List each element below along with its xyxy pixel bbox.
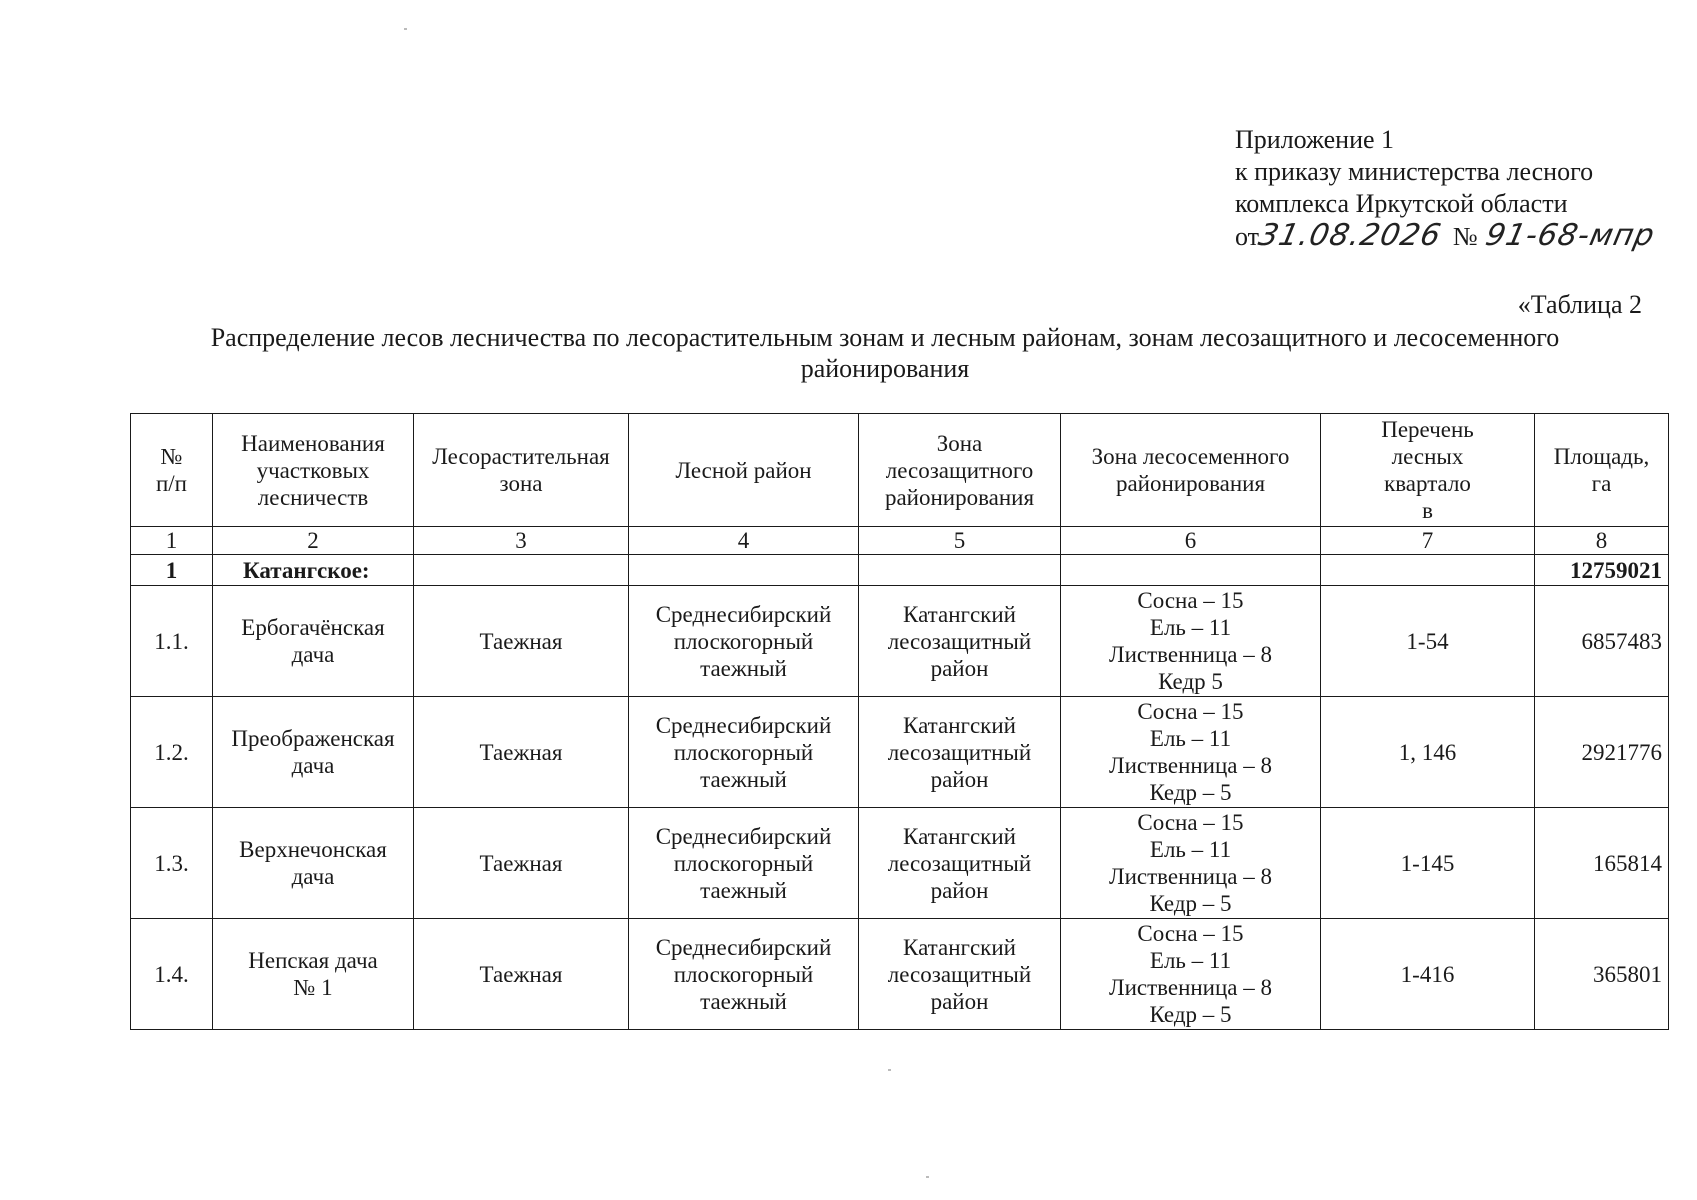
- column-number: 1: [131, 527, 213, 555]
- column-header: [213, 414, 414, 527]
- cell-line: Среднесибирский: [655, 601, 832, 627]
- cell-line: Лиственница – 8: [1108, 975, 1273, 1000]
- empty-cell: [414, 555, 629, 586]
- cell-line: га: [1591, 471, 1612, 496]
- quarters-list: 1-416: [1321, 919, 1535, 1030]
- table-row: [131, 808, 1669, 919]
- cell-line: Площадь,: [1553, 444, 1650, 469]
- cell-line: таежный: [700, 988, 787, 1014]
- column-header: [1321, 414, 1535, 527]
- cell-line: Лиственница – 8: [1108, 753, 1273, 778]
- order-number-handwritten: 91-68-мпр: [1482, 218, 1658, 253]
- row-number: 1.3.: [131, 808, 213, 919]
- cell-line: Сосна – 15: [1137, 699, 1244, 724]
- cell-line: Кедр – 5: [1149, 780, 1232, 805]
- cell-line: Ель – 11: [1149, 948, 1232, 973]
- cell-line: районирования: [1115, 471, 1266, 496]
- column-header: [1535, 414, 1669, 527]
- cell-line: Ель – 11: [1149, 837, 1232, 862]
- group-area: 12759021: [1535, 555, 1669, 586]
- cell-line: № 1: [293, 975, 333, 1000]
- quarters-list: 1, 146: [1321, 697, 1535, 808]
- cell-line: Катангский: [903, 823, 1016, 849]
- cell-line: Катангский: [903, 934, 1016, 960]
- cell-line: Непская дача: [248, 948, 378, 973]
- column-number: 2: [213, 527, 414, 555]
- column-header: [414, 414, 629, 527]
- order-date-prefix: от: [1235, 222, 1260, 251]
- cell-line: таежный: [700, 766, 787, 792]
- cell-line: лесозащитный: [887, 628, 1032, 654]
- cell-line: район: [930, 766, 989, 792]
- forest-district: [629, 919, 859, 1030]
- order-number-label: №: [1452, 222, 1478, 251]
- forestry-name: [213, 919, 414, 1030]
- cell-line: участковых: [256, 457, 370, 483]
- group-number: 1: [131, 555, 213, 586]
- area-ha: 165814: [1535, 808, 1669, 919]
- cell-line: Сосна – 15: [1137, 588, 1244, 613]
- cell-line: плоскогорный: [673, 961, 814, 987]
- area-ha: 365801: [1535, 919, 1669, 1030]
- order-date-handwritten: 31.08.2026: [1255, 218, 1445, 253]
- attachment-block: [1235, 124, 1658, 253]
- forest-distribution-table: [130, 413, 1669, 1030]
- vegetation-zone: Таежная: [414, 919, 629, 1030]
- order-reference: [1235, 218, 1658, 253]
- column-header: [1061, 414, 1321, 527]
- protection-zone: [859, 919, 1061, 1030]
- document-title-line: Распределение лесов лесничества по лесорастительным зонам и лесным районам, зонам лесозащитного и лесосеменного: [210, 323, 1560, 352]
- empty-cell: [1061, 555, 1321, 586]
- cell-line: Лесной район: [675, 457, 812, 483]
- protection-zone: [859, 697, 1061, 808]
- table-row: [131, 697, 1669, 808]
- cell-line: лесничеств: [257, 484, 369, 510]
- protection-zone: [859, 808, 1061, 919]
- quarters-list: 1-54: [1321, 586, 1535, 697]
- table-row: [131, 586, 1669, 697]
- seed-zone: [1061, 919, 1321, 1030]
- forest-district: [629, 586, 859, 697]
- protection-zone: [859, 586, 1061, 697]
- empty-cell: [1321, 555, 1535, 586]
- seed-zone: [1061, 808, 1321, 919]
- cell-line: Лесорастительная: [432, 444, 610, 469]
- cell-line: плоскогорный: [673, 739, 814, 765]
- seed-zone: [1061, 586, 1321, 697]
- column-number: 7: [1321, 527, 1535, 555]
- cell-line: в: [1422, 498, 1433, 523]
- cell-line: №: [160, 444, 183, 469]
- header-row: [131, 414, 1669, 527]
- quarters-list: 1-145: [1321, 808, 1535, 919]
- document-title-line: районирования: [800, 354, 970, 383]
- cell-line: Кедр 5: [1158, 669, 1223, 694]
- cell-line: таежный: [700, 655, 787, 681]
- cell-line: Зона: [936, 430, 983, 456]
- forest-district: [629, 808, 859, 919]
- table-reference: «Таблица 2: [1517, 290, 1642, 319]
- row-number: 1.1.: [131, 586, 213, 697]
- cell-line: Сосна – 15: [1137, 921, 1244, 946]
- document-title: [130, 322, 1640, 384]
- forest-district: [629, 697, 859, 808]
- cell-line: Преображенская: [231, 726, 395, 751]
- area-ha: 2921776: [1535, 697, 1669, 808]
- cell-line: Ель – 11: [1149, 615, 1232, 640]
- vegetation-zone: Таежная: [414, 808, 629, 919]
- cell-line: Верхнечонская: [239, 837, 387, 862]
- cell-line: дача: [291, 864, 335, 889]
- cell-line: Среднесибирский: [655, 712, 832, 738]
- cell-line: Сосна – 15: [1137, 810, 1244, 835]
- cell-line: Перечень: [1381, 417, 1474, 442]
- cell-line: п/п: [155, 471, 187, 496]
- cell-line: зона: [499, 471, 543, 496]
- vegetation-zone: Таежная: [414, 586, 629, 697]
- cell-line: лесозащитный: [887, 850, 1032, 876]
- column-number: 6: [1061, 527, 1321, 555]
- cell-line: лесных: [1391, 444, 1464, 469]
- empty-cell: [629, 555, 859, 586]
- cell-line: плоскогорный: [673, 628, 814, 654]
- forestry-name: [213, 697, 414, 808]
- cell-line: Среднесибирский: [655, 934, 832, 960]
- cell-line: Ель – 11: [1149, 726, 1232, 751]
- seed-zone: [1061, 697, 1321, 808]
- cell-line: Лиственница – 8: [1108, 642, 1273, 667]
- cell-line: Зона лесосеменного: [1091, 444, 1290, 469]
- table-row: [131, 919, 1669, 1030]
- row-number: 1.4.: [131, 919, 213, 1030]
- cell-line: таежный: [700, 877, 787, 903]
- forestry-name: [213, 586, 414, 697]
- cell-line: Кедр – 5: [1149, 1002, 1232, 1027]
- cell-line: район: [930, 655, 989, 681]
- group-row: [131, 555, 1669, 586]
- cell-line: Лиственница – 8: [1108, 864, 1273, 889]
- cell-line: Кедр – 5: [1149, 891, 1232, 916]
- column-header: [131, 414, 213, 527]
- attachment-line: к приказу министерства лесного: [1235, 157, 1594, 186]
- cell-line: дача: [291, 642, 335, 667]
- forestry-name: [213, 808, 414, 919]
- column-header: [859, 414, 1061, 527]
- cell-line: Среднесибирский: [655, 823, 832, 849]
- cell-line: Катангский: [903, 712, 1016, 738]
- cell-line: лесозащитный: [887, 961, 1032, 987]
- column-number: 5: [859, 527, 1061, 555]
- cell-line: дача: [291, 753, 335, 778]
- cell-line: район: [930, 877, 989, 903]
- cell-line: плоскогорный: [673, 850, 814, 876]
- cell-line: лесозащитного: [885, 457, 1034, 483]
- cell-line: Катангский: [903, 601, 1016, 627]
- empty-cell: [859, 555, 1061, 586]
- area-ha: 6857483: [1535, 586, 1669, 697]
- column-header: [629, 414, 859, 527]
- attachment-line: комплекса Иркутской области: [1235, 189, 1568, 218]
- column-number: 4: [629, 527, 859, 555]
- column-number: 3: [414, 527, 629, 555]
- cell-line: квартало: [1384, 471, 1471, 496]
- vegetation-zone: Таежная: [414, 697, 629, 808]
- column-number-row: [131, 527, 1669, 555]
- cell-line: Наименования: [241, 430, 385, 456]
- cell-line: лесозащитный: [887, 739, 1032, 765]
- row-number: 1.2.: [131, 697, 213, 808]
- column-number: 8: [1535, 527, 1669, 555]
- cell-line: район: [930, 988, 989, 1014]
- attachment-line: Приложение 1: [1235, 125, 1395, 154]
- cell-line: районирования: [884, 484, 1035, 510]
- group-name: Катангское:: [213, 555, 414, 586]
- cell-line: Ербогачёнская: [241, 615, 385, 640]
